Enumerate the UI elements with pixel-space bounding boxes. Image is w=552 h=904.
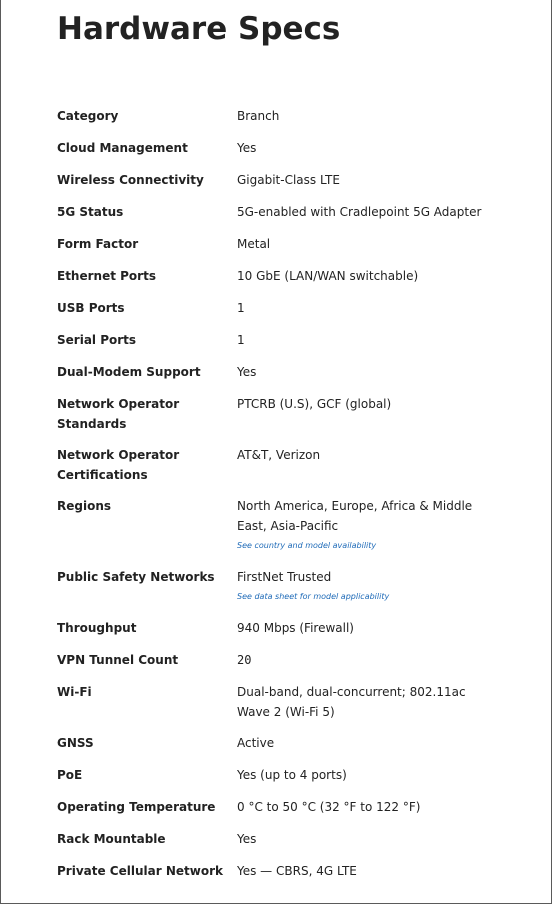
spec-value: 5G-enabled with Cradlepoint 5G Adapter bbox=[237, 205, 482, 219]
spec-row-5g-status bbox=[57, 202, 497, 222]
spec-value: Metal bbox=[237, 237, 271, 251]
spec-row-operating-temperature bbox=[57, 797, 497, 817]
spec-label: Network Operator Standards bbox=[57, 397, 180, 431]
spec-label: Serial Ports bbox=[57, 333, 137, 347]
spec-value-group bbox=[237, 496, 497, 556]
spec-value: Yes — CBRS, 4G LTE bbox=[237, 864, 357, 878]
spec-value: Branch bbox=[237, 109, 280, 123]
spec-value: AT&T, Verizon bbox=[237, 448, 321, 462]
spec-row-wireless-connectivity bbox=[57, 170, 497, 190]
spec-label: Wireless Connectivity bbox=[57, 173, 204, 187]
spec-label: GNSS bbox=[57, 736, 94, 750]
spec-value: Yes bbox=[237, 141, 257, 155]
spec-value: 1 bbox=[237, 301, 245, 315]
spec-row-network-operator-standards bbox=[57, 394, 497, 434]
spec-row-public-safety-networks bbox=[57, 567, 497, 607]
spec-label: Rack Mountable bbox=[57, 832, 166, 846]
spec-value: FirstNet Trusted bbox=[237, 570, 332, 584]
spec-value: 10 GbE (LAN/WAN switchable) bbox=[237, 269, 419, 283]
spec-label: Form Factor bbox=[57, 237, 139, 251]
specs-table bbox=[57, 106, 497, 893]
spec-label: Cloud Management bbox=[57, 141, 188, 155]
spec-row-private-cellular-network bbox=[57, 861, 497, 881]
spec-label: Category bbox=[57, 109, 119, 123]
spec-row-vpn-tunnel-count bbox=[57, 650, 497, 670]
spec-value: Yes bbox=[237, 832, 257, 846]
spec-value: Gigabit-Class LTE bbox=[237, 173, 340, 187]
page-title: Hardware Specs bbox=[57, 11, 341, 47]
spec-row-regions bbox=[57, 496, 497, 556]
spec-label: Network Operator Certifications bbox=[57, 448, 180, 482]
spec-label: Wi-Fi bbox=[57, 685, 92, 699]
spec-value: 940 Mbps (Firewall) bbox=[237, 621, 354, 635]
spec-row-form-factor bbox=[57, 234, 497, 254]
spec-row-network-operator-certifications bbox=[57, 445, 497, 485]
spec-row-usb-ports bbox=[57, 298, 497, 318]
spec-label: USB Ports bbox=[57, 301, 125, 315]
spec-row-serial-ports bbox=[57, 330, 497, 350]
spec-row-poe bbox=[57, 765, 497, 785]
spec-label: Ethernet Ports bbox=[57, 269, 156, 283]
spec-row-wi-fi bbox=[57, 682, 497, 722]
spec-row-cloud-management bbox=[57, 138, 497, 158]
spec-value: Yes bbox=[237, 365, 257, 379]
spec-row-gnss bbox=[57, 733, 497, 753]
spec-value: 1 bbox=[237, 333, 245, 347]
spec-label: Dual-Modem Support bbox=[57, 365, 201, 379]
spec-value: 0 °C to 50 °C (32 °F to 122 °F) bbox=[237, 800, 421, 814]
spec-row-ethernet-ports bbox=[57, 266, 497, 286]
spec-label: Regions bbox=[57, 499, 112, 513]
spec-label: Public Safety Networks bbox=[57, 570, 215, 584]
spec-row-rack-mountable bbox=[57, 829, 497, 849]
spec-label: PoE bbox=[57, 768, 83, 782]
spec-value: Yes (up to 4 ports) bbox=[237, 768, 347, 782]
spec-label: VPN Tunnel Count bbox=[57, 653, 179, 667]
spec-row-dual-modem-support bbox=[57, 362, 497, 382]
country-availability-link[interactable]: See country and model availability bbox=[237, 541, 377, 550]
spec-value: Dual-band, dual-concurrent; 802.11ac Wave 2 (Wi-Fi 5) bbox=[237, 685, 466, 719]
spec-row-category bbox=[57, 106, 497, 126]
spec-label: Private Cellular Network bbox=[57, 864, 223, 878]
spec-label: Throughput bbox=[57, 621, 137, 635]
data-sheet-link[interactable]: See data sheet for model applicability bbox=[237, 592, 390, 601]
spec-label: 5G Status bbox=[57, 205, 124, 219]
spec-row-throughput bbox=[57, 618, 497, 638]
spec-value: Active bbox=[237, 736, 275, 750]
spec-value: PTCRB (U.S), GCF (global) bbox=[237, 397, 392, 411]
spec-value: 20 bbox=[237, 653, 252, 667]
spec-label: Operating Temperature bbox=[57, 800, 216, 814]
spec-value-group bbox=[237, 567, 497, 607]
spec-value: North America, Europe, Africa & Middle East, Asia-Pacific bbox=[237, 499, 473, 533]
